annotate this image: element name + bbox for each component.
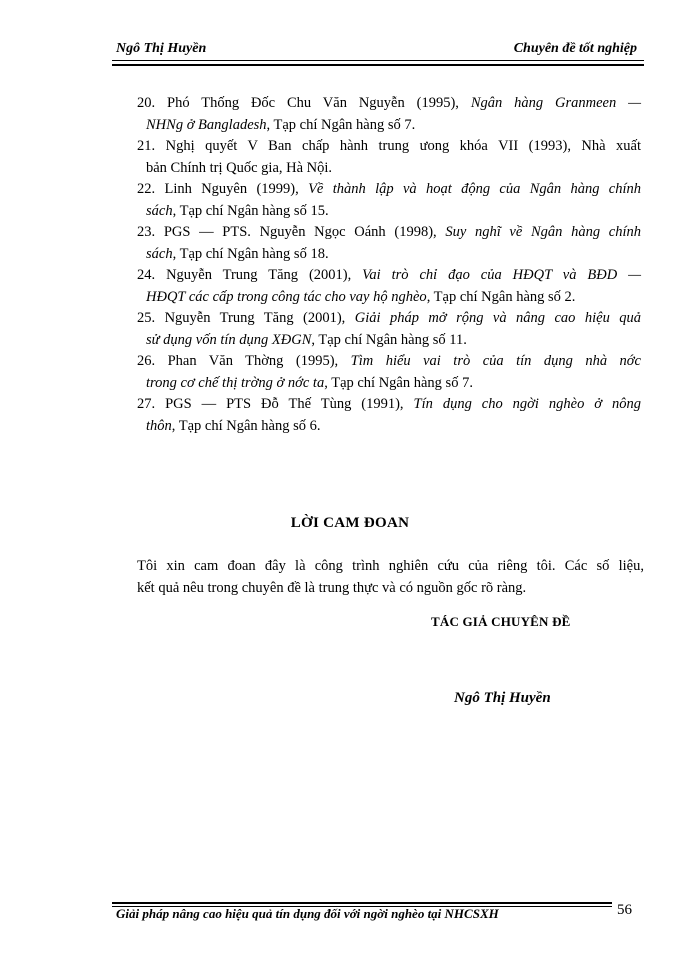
footer-title: Giải pháp nâng cao hiệu quả tín dụng đối với ngời nghèo tại NHCSXH (116, 906, 499, 921)
reference-item (137, 351, 641, 394)
reference-item (137, 265, 641, 308)
reference-line: sử dụng vốn tín dụng XĐGN, Tạp chí Ngân hàng số 11. (146, 331, 467, 348)
reference-line: trong cơ chế thị trờng ở nớc ta, Tạp chí Ngân hàng số 7. (146, 374, 473, 391)
footer-divider-thick (112, 902, 612, 904)
reference-item (137, 308, 641, 351)
reference-list (137, 93, 641, 437)
author-signature-name: Ngô Thị Huyền (454, 690, 551, 706)
header-doc-type: Chuyên đề tốt nghiệp (513, 41, 637, 56)
reference-item (137, 136, 641, 179)
declaration-line: kết quả nêu trong chuyên đề là trung thực và có nguồn gốc rõ ràng. (137, 580, 527, 596)
reference-item (137, 179, 641, 222)
reference-line: 25. Nguyễn Trung Tăng (2001), Giải pháp mở rộng và nâng cao hiệu quả (137, 310, 642, 326)
reference-line: 24. Nguyễn Trung Tăng (2001), Vai trò chỉ đạo của HĐQT và BĐD — (137, 267, 642, 283)
page-number: 56 (617, 902, 632, 918)
header-author: Ngô Thị Huyền (116, 41, 207, 56)
reference-line: 20. Phó Thống Đốc Chu Văn Nguyễn (1995), Ngân hàng Granmeen — (137, 95, 641, 111)
reference-line: sách, Tạp chí Ngân hàng số 18. (146, 245, 329, 262)
header-divider-thick (112, 64, 644, 66)
reference-line: 27. PGS — PTS Đỗ Thế Tùng (1991), Tín dụng cho ngời nghèo ở nông (137, 396, 642, 412)
reference-line: 22. Linh Nguyên (1999), Về thành lập và hoạt động của Ngân hàng chính (137, 181, 642, 197)
declaration-text (137, 555, 644, 599)
reference-line: 26. Phan Văn Thờng (1995), Tìm hiểu vai trò của tín dụng nhà nớc (137, 353, 641, 369)
declaration-line: Tôi xin cam đoan đây là công trình nghiên cứu của riêng tôi. Các số liệu, (137, 558, 644, 574)
reference-item (137, 222, 641, 265)
header-divider (112, 60, 644, 61)
reference-line: 23. PGS — PTS. Nguyễn Ngọc Oánh (1998), Suy nghĩ về Ngân hàng chính (137, 224, 641, 240)
reference-item (137, 93, 641, 136)
reference-line: bản Chính trị Quốc gia, Hà Nội. (146, 159, 333, 176)
reference-line: thôn, Tạp chí Ngân hàng số 6. (146, 417, 321, 434)
author-label: TÁC GIẢ CHUYÊN ĐỀ (431, 614, 571, 629)
reference-item (137, 394, 641, 437)
declaration-title: LỜI CAM ĐOAN (290, 515, 410, 531)
reference-line: 21. Nghị quyết V Ban chấp hành trung ưong khóa VII (1993), Nhà xuất (137, 138, 642, 154)
reference-line: NHNg ở Bangladesh, Tạp chí Ngân hàng số 7. (146, 116, 416, 133)
reference-line: HĐQT các cấp trong công tác cho vay hộ nghèo, Tạp chí Ngân hàng số 2. (146, 288, 576, 305)
reference-line: sách, Tạp chí Ngân hàng số 15. (146, 202, 329, 219)
